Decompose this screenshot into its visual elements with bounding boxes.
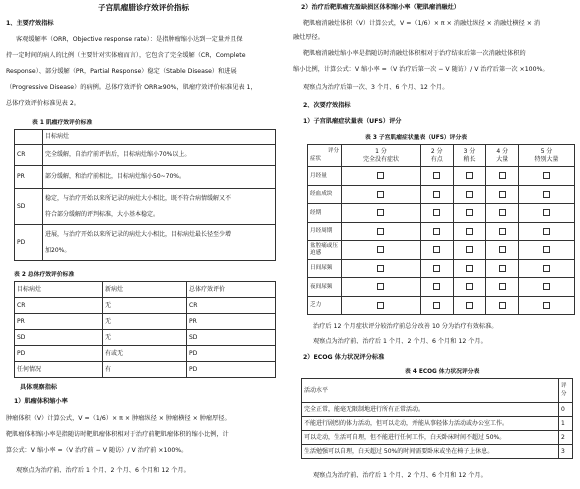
- score-checkbox[interactable]: [499, 209, 506, 216]
- score-checkbox[interactable]: [499, 172, 506, 179]
- score-checkbox[interactable]: [466, 172, 473, 179]
- table3-caption: 表 3 子宫肌瘤症状量表（UFS）评分表: [365, 135, 468, 141]
- table-row: [308, 259, 575, 278]
- table-row: [308, 167, 575, 186]
- score-checkbox[interactable]: [466, 191, 473, 198]
- table-row: 目标病灶 新病灶 总体疗效评价: [15, 282, 276, 298]
- table-row: 评分 症状 1 分 完全没有症状 2 分 有点 3 分 稍长 4 分 大量 5 分 特别大量: [308, 145, 575, 167]
- table-row: CR 无 CR: [15, 298, 276, 314]
- table-row: 目标病灶: [15, 130, 276, 145]
- score-checkbox[interactable]: [433, 209, 440, 216]
- table-row: SD 无 SD: [15, 330, 276, 346]
- score-checkbox[interactable]: [499, 228, 506, 235]
- symptom-label: 经血成块: [308, 185, 342, 204]
- paragraph-line: 靶肌瘤消融灶缩小率是指随访时消融灶体积相对于治疗结束后第一次消融灶体积的: [303, 50, 526, 57]
- paragraph-line: 靶肌瘤体积缩小率是指随访时靶肌瘤体积相对于治疗前靶肌瘤体积的缩小比例，计: [6, 431, 229, 438]
- table3: [307, 144, 575, 315]
- table-row: PR 无 PR: [15, 314, 276, 330]
- table-row: [308, 222, 575, 241]
- symptom-label: 月经周期: [308, 222, 342, 241]
- score-checkbox[interactable]: [377, 246, 384, 253]
- score-checkbox[interactable]: [377, 209, 384, 216]
- paragraph-line: 治疗后 12 个月症状评分较治疗前总分改善 10 分为治疗有效标准。: [313, 323, 498, 330]
- paragraph-line: 持一定时间的病人的比例（主要针对实体瘤而言），它包含了完全缓解（CR，Complete: [6, 52, 246, 59]
- paragraph-line: 靶肌瘤消融灶体积（V）计算公式，V =（1/6）× π × 消融灶纵径 × 消融灶横径 × 消: [303, 20, 541, 27]
- observation-heading: 具体观察指标: [20, 384, 58, 391]
- paragraph-line: 观察点为治疗后第一次、3 个月、6 个月、12 个月。: [303, 84, 449, 91]
- table-row: PD 进展，与治疗开始以来所记录的病灶大小相比，目标病灶最长径至少增 加20%。: [15, 225, 276, 261]
- score-checkbox[interactable]: [499, 265, 506, 272]
- subsection-heading: 1）肌瘤体积缩小率: [14, 398, 68, 405]
- score-checkbox[interactable]: [466, 209, 473, 216]
- score-checkbox[interactable]: [543, 283, 550, 290]
- section-primary-heading: 1、主要疗效指标: [6, 20, 54, 27]
- symptom-label: 经期: [308, 204, 342, 223]
- table-row: [308, 185, 575, 204]
- paragraph-line: 观察点为治疗前、治疗后 1 个月、2 个月、6 个月和 12 个月。: [313, 338, 487, 345]
- score-checkbox[interactable]: [543, 209, 550, 216]
- table-row: [308, 241, 575, 260]
- table-row: 任何情况 有 PD: [15, 362, 276, 378]
- score-checkbox[interactable]: [499, 246, 506, 253]
- table3-corner: 评分 症状: [308, 145, 342, 167]
- score-checkbox[interactable]: [433, 265, 440, 272]
- score-checkbox[interactable]: [377, 283, 384, 290]
- symptom-label: 夜间尿频: [308, 278, 342, 297]
- paragraph-line: 客观缓解率（ORR，Objective response rate）：是指肿瘤缩小达到一定量并且保: [16, 36, 243, 43]
- table-row: 可以走动，生活可自理，但不能进行任何工作，白天卧床时间不超过 50%。 2: [302, 431, 573, 445]
- table2: [14, 281, 276, 378]
- subsection-heading: 1）子宫肌瘤症状量表（UFS）评分: [303, 118, 402, 125]
- score-checkbox[interactable]: [543, 265, 550, 272]
- score-checkbox[interactable]: [499, 191, 506, 198]
- table-row: 完全正常，能毫无限制地进行所有正常活动。 0: [302, 403, 573, 417]
- table-row: [308, 204, 575, 223]
- score-checkbox[interactable]: [543, 228, 550, 235]
- table2-caption: 表 2 总体疗效评价标准: [14, 272, 75, 278]
- score-checkbox[interactable]: [466, 228, 473, 235]
- score-checkbox[interactable]: [499, 283, 506, 290]
- subsection-heading: 2）ECOG 体力状况评分标准: [303, 354, 385, 361]
- score-checkbox[interactable]: [433, 191, 440, 198]
- table-row: PD 有或无 PD: [15, 346, 276, 362]
- table-row: [308, 296, 575, 315]
- paragraph-line: Response）、部分缓解（PR，Partial Response）稳定（Stable Disease）和进展: [6, 68, 237, 75]
- table-row: [308, 278, 575, 297]
- table1-caption: 表 1 肌瘤疗效评价标准: [32, 120, 93, 126]
- paragraph-line: 缩小比例，计算公式：V 缩小率 =（V 治疗后第一次 − V 随访）/ V 治疗后第一次 ×100%。: [293, 66, 549, 73]
- score-checkbox[interactable]: [377, 302, 384, 309]
- score-checkbox[interactable]: [466, 265, 473, 272]
- table-row: PR 部分缓解，和治疗前相比，目标病灶缩小50~70%。: [15, 166, 276, 189]
- symptom-label: 乏力: [308, 296, 342, 315]
- document-title: 子宫肌瘤腊诊疗效评价指标: [98, 3, 190, 12]
- paragraph-line: 融灶厚径。: [293, 34, 324, 41]
- score-checkbox[interactable]: [377, 172, 384, 179]
- score-checkbox[interactable]: [466, 246, 473, 253]
- score-checkbox[interactable]: [377, 228, 384, 235]
- table4: [301, 378, 573, 459]
- table-row: 活动水平 评分: [302, 379, 573, 403]
- paragraph-line: （Progressive Disease）的病例。总体疗效评价 ORR≥90%，肌瘤疗效评价标准见表 1，: [6, 84, 257, 91]
- score-checkbox[interactable]: [433, 283, 440, 290]
- table1: [14, 129, 276, 261]
- score-checkbox[interactable]: [466, 302, 473, 309]
- score-checkbox[interactable]: [433, 246, 440, 253]
- score-checkbox[interactable]: [543, 191, 550, 198]
- table-row: CR 完全缓解，自治疗前评估后，目标病灶缩小70%以上。: [15, 145, 276, 166]
- score-checkbox[interactable]: [543, 302, 550, 309]
- score-checkbox[interactable]: [466, 283, 473, 290]
- symptom-label: 盆腔痛或压迫感: [308, 241, 342, 260]
- score-checkbox[interactable]: [543, 246, 550, 253]
- paragraph-line: 观察点为治疗前、治疗后 1 个月、2 个月、6 个月和 12 个月。: [313, 472, 487, 479]
- score-checkbox[interactable]: [433, 228, 440, 235]
- score-checkbox[interactable]: [499, 302, 506, 309]
- symptom-label: 日间尿频: [308, 259, 342, 278]
- paragraph-line: 肿瘤体积（V）计算公式，V =（1/6）× π × 肿瘤纵径 × 肿瘤横径 × 肿瘤厚径。: [6, 415, 231, 422]
- paragraph-line: 总体疗效评价标准见表 2。: [6, 100, 80, 107]
- score-checkbox[interactable]: [543, 172, 550, 179]
- table-row: 不能进行剧烈的体力活动，但可以走动，并能从事轻体力活动或办公室工作。 1: [302, 417, 573, 431]
- section-secondary-heading: 2、次要疗效指标: [303, 102, 351, 109]
- paragraph-line: 观察点为治疗前、治疗后 1 个月、2 个月、6 个月和 12 个月。: [16, 467, 190, 474]
- score-checkbox[interactable]: [433, 172, 440, 179]
- score-checkbox[interactable]: [377, 191, 384, 198]
- score-checkbox[interactable]: [377, 265, 384, 272]
- table4-caption: 表 4 ECOG 体力状况评分表: [405, 369, 480, 375]
- section-ablation-heading: 2）治疗后靶肌瘤充盈缺损区体积缩小率（靶肌瘤消融灶）: [301, 4, 460, 11]
- paragraph-line: 算公式：V 缩小率 =（V 治疗前 − V 随访）/ V 治疗前 ×100%。: [6, 447, 188, 454]
- symptom-label: 月经量: [308, 167, 342, 186]
- table-row: 生活勉强可以自理，白天超过 50%的时间需要卧床或坐在椅子上休息。 3: [302, 445, 573, 459]
- table-row: SD 稳定，与治疗开始以来所记录的病灶大小相比，既不符合病情缓解又不 符合部分缓解的评判标准，大小基本稳定。: [15, 189, 276, 225]
- score-checkbox[interactable]: [433, 302, 440, 309]
